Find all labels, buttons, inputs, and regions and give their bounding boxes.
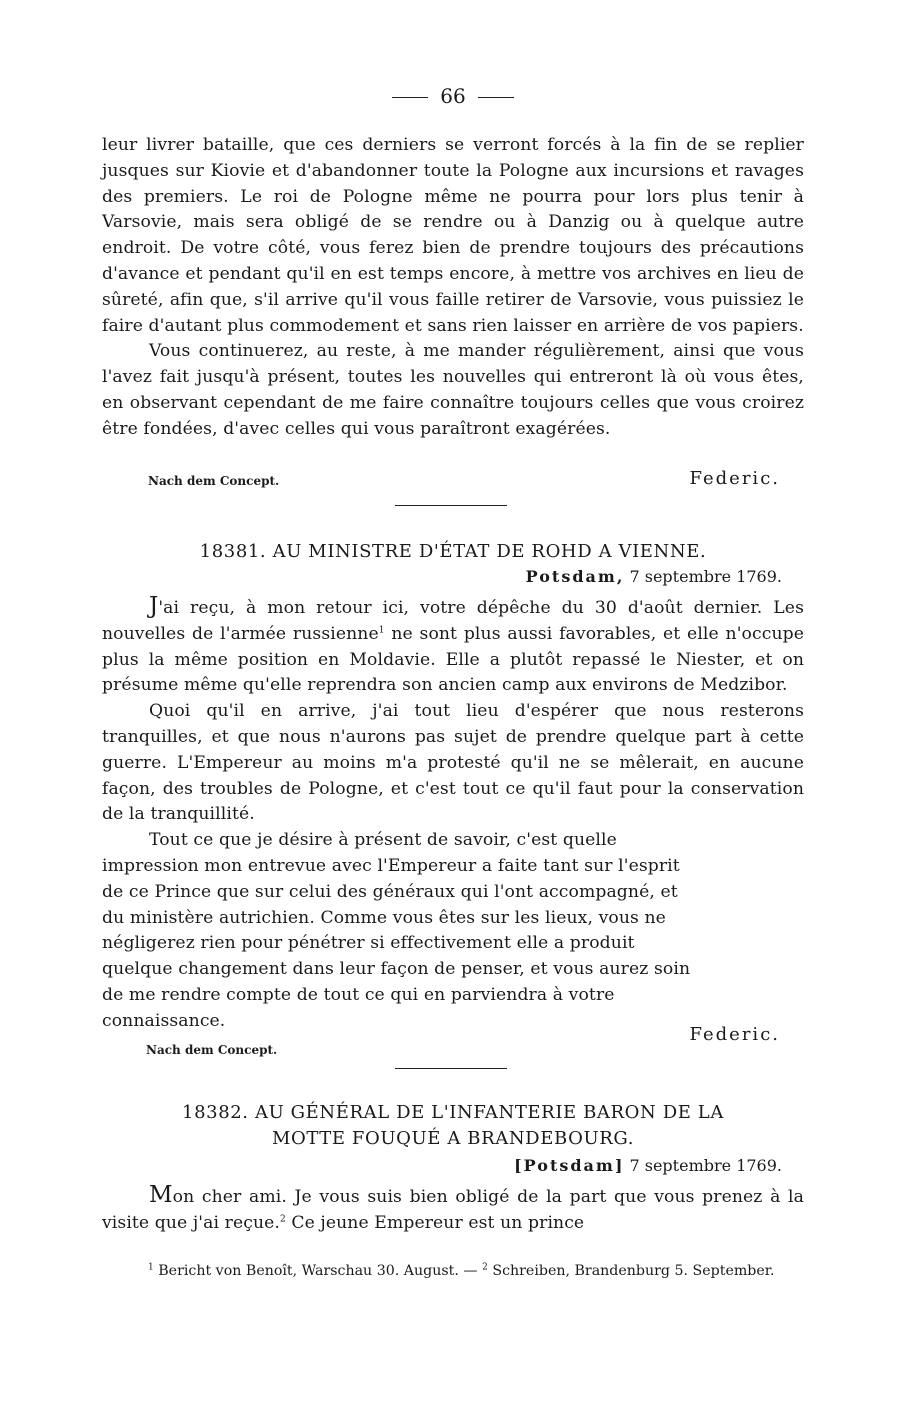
letter-18381-place: Potsdam,: [525, 567, 625, 586]
source-note-2: Nach dem Concept.: [146, 1043, 278, 1057]
footnote-ref-2[interactable]: 2: [279, 1214, 286, 1225]
signature-1: Federic.: [689, 468, 780, 489]
section1-paragraph-2: Vous continuerez, au reste, à me mander régulièrement, ainsi que vous l'avez fait jusqu'à présent, toutes les nouvelles qui entreront là où vous êtes, en observant cependant de me faire connaître toujours celles que vous croirez être fondées, d'avec celles qui vous paraîtront exagérées.: [102, 341, 804, 439]
page-number-dash-right: [478, 97, 514, 98]
footnote-1: Bericht von Benoît, Warschau 30. August. —: [158, 1263, 478, 1279]
page-number-dash-left: [392, 97, 428, 98]
letter-18382-date: 7 septembre 1769.: [629, 1156, 782, 1175]
section1-paragraph-1: leur livrer bataille, que ces derniers se verront forcés à la fin de se replier jusques sur Kiovie et d'abandonner toute la Pologne aux incursions et ravages des premiers. Le roi de Pologne même ne pourra pour lors plus tenir à Varsovie, mais sera obligé de se rendre ou à Danzig ou à quelque autre endroit. De votre côté, vous ferez bien de prendre toujours des précautions d'avance et pendant qu'il en est temps encore, à mettre vos archives en lieu de sûreté, afin que, s'il arrive qu'il vous faille retirer de Varsovie, vous puissiez le faire d'autant plus commodement et sans rien laisser en arrière de vos papiers.: [102, 135, 804, 336]
separator-rule-2: [395, 1068, 507, 1069]
letter-18381-initial: J: [149, 593, 159, 619]
letter-18382-heading-line-2: MOTTE FOUQUÉ A BRANDEBOURG.: [271, 1128, 635, 1149]
footnote-2-mark: 2: [482, 1262, 488, 1273]
letter-18381-heading: [102, 539, 804, 565]
letter-18382-paragraph-1: Mon cher ami. Je vous suis bien obligé de la part que vous prenez à la visite que j'ai reçue.$^2$ Ce jeune Empereur est un prince: [102, 1182, 804, 1233]
letter-18382-initial: M: [149, 1182, 173, 1208]
letter-18381-title: AU MINISTRE D'ÉTAT DE ROHD A VIENNE.: [272, 541, 707, 562]
signature-2: Federic.: [689, 1024, 780, 1045]
source-note-1: Nach dem Concept.: [148, 474, 280, 488]
letter-18381-paragraph-1: J'ai reçu, à mon retour ici, votre dépêche du 30 d'août dernier. Les nouvelles de l'armée russienne$^1$ ne sont plus aussi favorables, et elle n'occupe plus la même position en Moldavie. Elle a plutôt repassé le Niester, et on présume même qu'elle reprendra son ancien camp aux environs de Medzibor.: [102, 593, 804, 696]
letter-18382-heading-line-1: 18382. AU GÉNÉRAL DE L'INFANTERIE BARON DE LA: [182, 1102, 724, 1123]
letter-18381-text: [102, 594, 804, 1035]
letter-18381-number: 18381.: [199, 541, 267, 562]
footnotes: [102, 1260, 804, 1283]
letter-18381-paragraph-2: Quoi qu'il en arrive, j'ai tout lieu d'espérer que nous resterons tranquilles, et que nous n'aurons pas sujet de prendre quelque part à cette guerre. L'Empereur au moins m'a protesté qu'il ne se mêlerait, en aucune façon, des troubles de Pologne, et c'est tout ce qu'il faut pour la conservation de la tranquillité.: [102, 701, 804, 825]
letter-18382-place: [Potsdam]: [514, 1156, 625, 1175]
separator-rule-1: [395, 505, 507, 506]
letter-18382-number: 18382.: [182, 1102, 249, 1123]
page-number: 66: [102, 84, 804, 108]
footnote-1-mark: 1: [148, 1262, 154, 1273]
footnote-text: [102, 1260, 804, 1283]
footnote-ref-1[interactable]: 1: [378, 625, 385, 636]
letter-18381-date: 7 septembre 1769.: [629, 567, 782, 586]
letter-18382-text: [102, 1183, 804, 1237]
letter-18381-paragraph-3: Tout ce que je désire à présent de savoir, c'est quelle impression mon entrevue avec l'Empereur a faite tant sur l'esprit de ce Prince que sur celui des généraux qui l'ont accompagné, et du ministère autrichien. Comme vous êtes sur les lieux, vous ne négligerez rien pour pénétrer si effectivement elle a produit quelque changement dans leur façon de penser, et vous aurez soin de me rendre compte de tout ce qui en parviendra à votre connaissance.: [102, 830, 691, 1031]
letter-18382-heading: [102, 1100, 804, 1152]
section1-text: [102, 133, 804, 443]
letter-18382-dateline: [514, 1156, 782, 1175]
letter-18381-dateline: [526, 567, 782, 586]
footnote-2: Schreiben, Brandenburg 5. September.: [492, 1263, 775, 1279]
